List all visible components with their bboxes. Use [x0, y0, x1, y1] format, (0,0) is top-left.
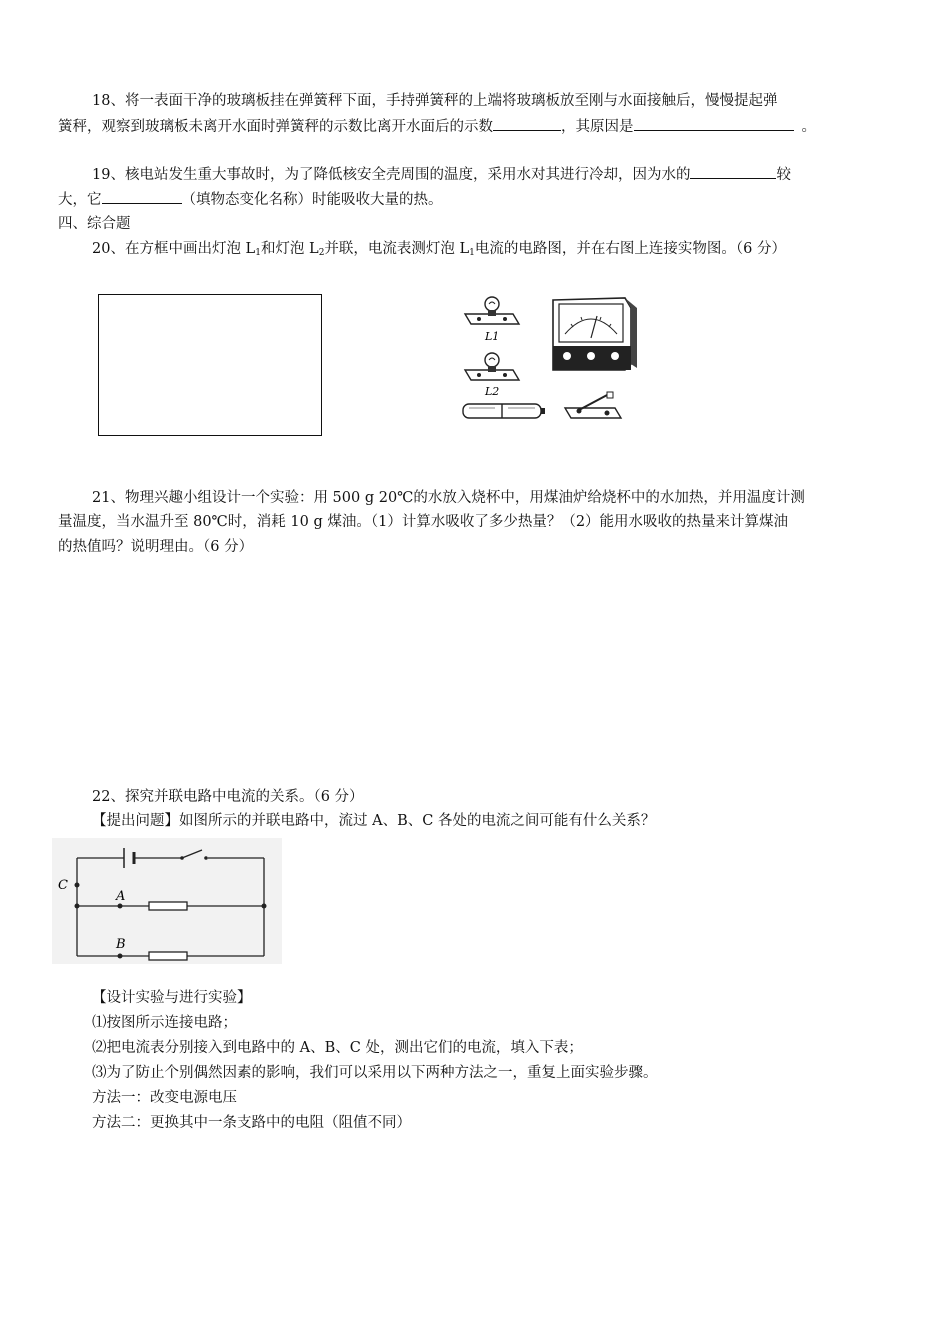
q22-title: 22、探究并联电路中电流的关系。（6 分） [92, 789, 364, 805]
q18-text-c: 。 [801, 119, 816, 135]
q19-text-c: 大，它 [58, 192, 102, 208]
q18-line1: 18、将一表面干净的玻璃板挂在弹簧秤下面，手持弹簧秤的上端将玻璃板放至刚与水面接触后，慢慢提起弹 [92, 93, 778, 109]
q18-line2 [58, 116, 816, 137]
q19-answer-blank-1[interactable] [690, 164, 776, 179]
q22-step1: ⑴按图所示连接电路； [92, 1015, 237, 1031]
q20-part2: 和灯泡 L [260, 241, 319, 257]
q22-method1: 方法一：改变电源电压 [92, 1090, 237, 1106]
q22-method2: 方法二：更换其中一条支路中的电阻（阻值不同） [92, 1115, 411, 1131]
q19-text-b: 较 [776, 167, 791, 183]
switch-icon [565, 392, 621, 418]
battery-icon [463, 404, 545, 418]
q20-part3: 并联，电流表测灯泡 L [324, 241, 470, 257]
q18-answer-blank-2[interactable] [634, 116, 794, 131]
q22-question: 【提出问题】如图所示的并联电路中，流过 A、B、C 各处的电流之间可能有什么关系？ [92, 813, 656, 829]
q22-design-heading: 【设计实验与进行实验】 [92, 990, 252, 1006]
label-l1: L1 [485, 330, 500, 343]
q21-line1: 21、物理兴趣小组设计一个实验：用 500 g 20℃的水放入烧杯中，用煤油炉给烧杯中的水加热，并用温度计测 [92, 490, 805, 506]
label-l2: L2 [485, 385, 500, 398]
q19-line1 [92, 164, 791, 185]
q20-sub1: 1 [255, 248, 261, 258]
q22-step2: ⑵把电流表分别接入到电路中的 A、B、C 处，测出它们的电流，填入下表； [92, 1040, 583, 1056]
q19-text-a: 19、核电站发生重大事故时，为了降低核安全壳周围的温度，采用水对其进行冷却，因为水的 [92, 167, 691, 183]
q20-part4: 电流的电路图，并在右图上连接实物图。（6 分） [474, 241, 786, 257]
q19-answer-blank-2[interactable] [102, 189, 182, 204]
apparatus-figure [455, 290, 645, 428]
ammeter-icon [553, 298, 637, 370]
q20-part1: 20、在方框中画出灯泡 L [92, 241, 256, 257]
q20-sub2: 2 [318, 248, 325, 258]
resistor-a [149, 902, 187, 910]
q18-text-a: 簧秤，观察到玻璃板未离开水面时弹簧秤的示数比离开水面后的示数 [58, 119, 493, 135]
q20-sub3: 1 [469, 248, 475, 258]
label-c: C [58, 878, 68, 893]
bulb-l1-icon [465, 297, 519, 324]
circuit-drawing-box[interactable] [98, 294, 322, 436]
label-a: A [116, 889, 126, 904]
q19-text-d: （填物态变化名称）时能吸收大量的热。 [181, 192, 443, 208]
q22-step3: ⑶为了防止个别偶然因素的影响，我们可以采用以下两种方法之一，重复上面实验步骤。 [92, 1065, 658, 1081]
section-heading: 四、综合题 [58, 216, 131, 232]
q21-line2: 量温度，当水温升至 80℃时，消耗 10 g 煤油。（1）计算水吸收了多少热量？（2）能用水吸收的热量来计算煤油 [58, 514, 789, 530]
q18-answer-blank-1[interactable] [493, 116, 561, 131]
parallel-circuit-diagram [52, 838, 282, 964]
resistor-b [149, 952, 187, 960]
q20-text [92, 239, 786, 263]
q19-line2 [58, 189, 443, 210]
bulb-l2-icon [465, 353, 519, 380]
q18-text-b: ，其原因是 [561, 119, 634, 135]
label-b: B [116, 937, 126, 952]
q21-line3: 的热值吗？说明理由。（6 分） [58, 539, 254, 555]
